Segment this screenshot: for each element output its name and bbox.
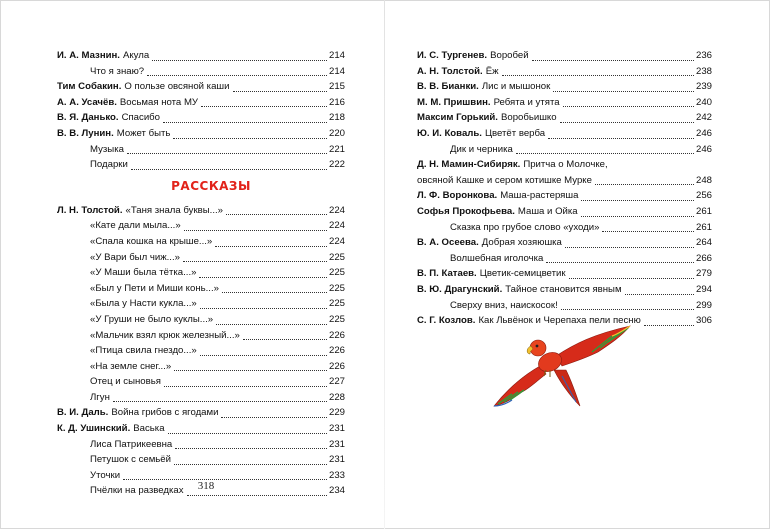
toc-title: «Спала кошка на крыше...» bbox=[90, 235, 213, 247]
toc-entry bbox=[417, 157, 712, 188]
toc-dot-leader bbox=[569, 278, 694, 279]
book-gutter bbox=[384, 0, 385, 529]
toc-dot-leader bbox=[184, 230, 327, 231]
toc-author: В. В. Лунин. bbox=[57, 127, 114, 139]
toc-title: Пчёлки на разведках bbox=[90, 485, 184, 497]
toc-page-number: 227 bbox=[328, 376, 345, 388]
toc-entry bbox=[57, 64, 345, 80]
toc-title: «Был у Пети и Миши конь...» bbox=[90, 282, 219, 294]
toc-title-continued: овсяной Кашке и сером котишке Мурке bbox=[417, 174, 592, 186]
toc-dot-leader bbox=[565, 247, 694, 248]
toc-entry-first-line bbox=[417, 157, 712, 173]
toc-entry bbox=[57, 421, 345, 437]
toc-entry bbox=[417, 95, 712, 111]
toc-entry bbox=[57, 437, 345, 453]
toc-page-number: 242 bbox=[695, 112, 712, 124]
toc-title: Воробей bbox=[490, 50, 529, 61]
toc-author: Л. Ф. Воронкова. bbox=[417, 190, 498, 202]
parrot-left-wing bbox=[494, 366, 546, 406]
toc-left-top-list bbox=[57, 48, 345, 173]
toc-dot-leader bbox=[222, 292, 327, 293]
toc-page-number: 238 bbox=[695, 65, 712, 77]
toc-title: «У Груши не было куклы...» bbox=[90, 313, 214, 325]
toc-page-number: 246 bbox=[695, 127, 712, 139]
toc-page-number: 225 bbox=[328, 313, 345, 325]
toc-entry bbox=[417, 282, 712, 298]
toc-page-number: 226 bbox=[328, 345, 345, 357]
toc-author: К. Д. Ушинский. bbox=[57, 423, 131, 435]
toc-entry bbox=[57, 343, 345, 359]
toc-title: «Была у Насти кукла...» bbox=[90, 298, 197, 310]
toc-dot-leader bbox=[187, 495, 327, 496]
toc-author: И. А. Мазнин. bbox=[57, 50, 120, 61]
toc-dot-leader bbox=[147, 75, 327, 76]
toc-entry bbox=[57, 281, 345, 297]
toc-title: Восьмая нота МУ bbox=[119, 96, 199, 108]
toc-author: Софья Прокофьева. bbox=[417, 205, 515, 217]
toc-author: Тим Собакин. bbox=[57, 81, 122, 93]
toc-page-number: 220 bbox=[328, 127, 345, 139]
toc-dot-leader bbox=[516, 153, 694, 154]
toc-entry bbox=[417, 298, 712, 314]
toc-dot-leader bbox=[595, 184, 694, 185]
toc-page-number: 233 bbox=[328, 469, 345, 481]
toc-title: Волшебная иголочка bbox=[450, 252, 544, 264]
toc-page-number: 214 bbox=[328, 65, 345, 77]
toc-entry bbox=[417, 48, 712, 64]
toc-author: В. Я. Данько. bbox=[57, 112, 119, 124]
toc-entry bbox=[57, 405, 345, 421]
toc-author: И. С. Тургенев. bbox=[417, 50, 488, 61]
toc-title: Дик и черника bbox=[450, 143, 513, 155]
toc-entry bbox=[417, 251, 712, 267]
toc-title: Война грибов с ягодами bbox=[111, 407, 219, 419]
toc-title: Подарки bbox=[90, 159, 128, 171]
toc-dot-leader bbox=[173, 138, 327, 139]
toc-dot-leader bbox=[502, 75, 694, 76]
toc-page-number: 218 bbox=[328, 112, 345, 124]
toc-dot-leader bbox=[560, 122, 694, 123]
toc-title: Музыка bbox=[90, 143, 124, 155]
toc-entry bbox=[417, 235, 712, 251]
parrot-eye bbox=[536, 345, 539, 348]
toc-title: «У Маши была тётка...» bbox=[90, 267, 197, 279]
toc-dot-leader bbox=[221, 417, 327, 418]
toc-author: В. Ю. Драгунский. bbox=[417, 283, 503, 295]
toc-title: Васька bbox=[133, 423, 165, 435]
toc-author: М. М. Пришвин. bbox=[417, 96, 491, 108]
toc-page-number: 261 bbox=[695, 221, 712, 233]
toc-dot-leader bbox=[546, 262, 694, 263]
toc-entry bbox=[57, 452, 345, 468]
toc-page-number: 224 bbox=[328, 220, 345, 232]
toc-author: А. Н. Толстой. bbox=[417, 65, 483, 77]
toc-dot-leader bbox=[581, 216, 694, 217]
toc-entry bbox=[57, 234, 345, 250]
toc-title: Тайное становится явным bbox=[505, 283, 622, 295]
toc-dot-leader bbox=[215, 246, 327, 247]
toc-page-number: 226 bbox=[328, 329, 345, 341]
toc-author: В. В. Бианки. bbox=[417, 81, 479, 93]
toc-dot-leader bbox=[625, 294, 694, 295]
toc-author: В. И. Даль. bbox=[57, 407, 109, 419]
toc-title: Притча о Молочке, bbox=[523, 159, 608, 171]
toc-dot-leader bbox=[199, 277, 327, 278]
toc-page-number: 224 bbox=[328, 235, 345, 247]
toc-page-number: 228 bbox=[328, 391, 345, 403]
toc-page-number: 248 bbox=[695, 174, 712, 186]
toc-entry bbox=[417, 126, 712, 142]
section-heading-stories: РАССКАЗЫ bbox=[171, 178, 251, 193]
toc-dot-leader bbox=[226, 214, 327, 215]
toc-entry-second-line bbox=[417, 173, 712, 189]
toc-entry bbox=[417, 220, 712, 236]
toc-title: О пользе овсяной каши bbox=[124, 81, 230, 93]
toc-page-number: 234 bbox=[328, 485, 345, 497]
toc-title: Воробьишко bbox=[500, 112, 557, 124]
toc-entry bbox=[57, 312, 345, 328]
toc-title: Уточки bbox=[90, 469, 121, 481]
toc-title: Что я знаю? bbox=[90, 65, 145, 77]
toc-entry bbox=[57, 328, 345, 344]
toc-entry bbox=[417, 204, 712, 220]
toc-entry bbox=[57, 95, 345, 111]
toc-entry bbox=[417, 266, 712, 282]
toc-page-number: 222 bbox=[328, 159, 345, 171]
toc-dot-leader bbox=[163, 122, 327, 123]
toc-author: Ю. И. Коваль. bbox=[417, 127, 482, 139]
toc-entry bbox=[57, 296, 345, 312]
toc-right-column bbox=[417, 48, 712, 329]
toc-title: Добрая хозяюшка bbox=[481, 237, 562, 249]
toc-page-number: 299 bbox=[695, 299, 712, 311]
toc-dot-leader bbox=[561, 309, 694, 310]
toc-title: Как Львёнок и Черепаха пели песню bbox=[478, 315, 641, 327]
toc-entry bbox=[417, 64, 712, 80]
toc-title: Цветик-семицветик bbox=[479, 268, 566, 280]
toc-entry bbox=[57, 374, 345, 390]
toc-dot-leader bbox=[200, 355, 327, 356]
toc-author: В. А. Осеева. bbox=[417, 237, 479, 249]
toc-page-number: 261 bbox=[695, 205, 712, 217]
toc-page-number: 214 bbox=[328, 50, 345, 61]
toc-title: Сверху вниз, наискосок! bbox=[450, 299, 558, 311]
toc-dot-leader bbox=[174, 464, 327, 465]
toc-entry bbox=[57, 110, 345, 126]
toc-title: «Мальчик взял крюк железный...» bbox=[90, 329, 240, 341]
toc-entry bbox=[417, 142, 712, 158]
toc-page-number: 240 bbox=[695, 96, 712, 108]
toc-dot-leader bbox=[548, 138, 694, 139]
toc-title: «Птица свила гнездо...» bbox=[90, 345, 197, 357]
toc-entry bbox=[57, 126, 345, 142]
toc-dot-leader bbox=[563, 106, 694, 107]
toc-page-number: 225 bbox=[328, 298, 345, 310]
toc-left-column bbox=[57, 48, 345, 499]
toc-entry bbox=[417, 188, 712, 204]
toc-dot-leader bbox=[581, 200, 694, 201]
toc-entry bbox=[57, 250, 345, 266]
toc-entry bbox=[57, 79, 345, 95]
toc-title: Может быть bbox=[116, 127, 171, 139]
toc-page-number: 216 bbox=[328, 96, 345, 108]
toc-entry bbox=[57, 218, 345, 234]
toc-title: «Кате дали мыла...» bbox=[90, 220, 181, 232]
toc-title: Акула bbox=[122, 50, 150, 61]
toc-title: Лгун bbox=[90, 391, 110, 403]
toc-title: Ребята и утята bbox=[493, 96, 560, 108]
toc-page-number: 215 bbox=[328, 81, 345, 93]
toc-entry bbox=[57, 265, 345, 281]
toc-author: В. П. Катаев. bbox=[417, 268, 477, 280]
toc-page-number: 266 bbox=[695, 252, 712, 264]
toc-page-number: 225 bbox=[328, 251, 345, 263]
toc-page-number: 246 bbox=[695, 143, 712, 155]
toc-page-number: 264 bbox=[695, 237, 712, 249]
toc-dot-leader bbox=[644, 325, 694, 326]
toc-author: А. А. Усачёв. bbox=[57, 96, 117, 108]
parrot-tail bbox=[554, 370, 580, 406]
toc-title: Спасибо bbox=[121, 112, 161, 124]
toc-author: Д. Н. Мамин-Сибиряк. bbox=[417, 159, 521, 171]
page-number: 318 bbox=[197, 480, 215, 492]
toc-page-number: 231 bbox=[328, 454, 345, 466]
toc-title: Лиса Патрикеевна bbox=[90, 438, 173, 450]
toc-page-number: 225 bbox=[328, 282, 345, 294]
toc-dot-leader bbox=[532, 60, 694, 61]
toc-dot-leader bbox=[200, 308, 327, 309]
toc-title: «У Вари был чиж...» bbox=[90, 251, 180, 263]
toc-entry bbox=[57, 142, 345, 158]
toc-dot-leader bbox=[164, 386, 327, 387]
toc-title: Сказка про грубое слово «уходи» bbox=[450, 221, 600, 233]
toc-entry bbox=[57, 390, 345, 406]
toc-dot-leader bbox=[233, 91, 327, 92]
toc-dot-leader bbox=[168, 433, 327, 434]
toc-page-number: 231 bbox=[328, 438, 345, 450]
toc-page-number: 225 bbox=[328, 267, 345, 279]
toc-page-number: 256 bbox=[695, 190, 712, 202]
toc-author: Максим Горький. bbox=[417, 112, 498, 124]
toc-author: Л. Н. Толстой. bbox=[57, 204, 123, 216]
toc-title: Маша и Ойка bbox=[517, 205, 578, 217]
toc-entry bbox=[57, 48, 345, 64]
toc-page-number: 236 bbox=[695, 50, 712, 61]
toc-page-number: 306 bbox=[695, 315, 712, 327]
toc-entry bbox=[417, 110, 712, 126]
toc-page-number: 231 bbox=[328, 423, 345, 435]
toc-right-list bbox=[417, 48, 712, 329]
toc-title: Отец и сыновья bbox=[90, 376, 161, 388]
toc-dot-leader bbox=[175, 448, 327, 449]
toc-dot-leader bbox=[174, 370, 327, 371]
toc-title: Ёж bbox=[485, 65, 499, 77]
toc-page-number: 239 bbox=[695, 81, 712, 93]
toc-title: «Таня знала буквы...» bbox=[125, 204, 223, 216]
toc-dot-leader bbox=[113, 401, 327, 402]
toc-author: С. Г. Козлов. bbox=[417, 315, 476, 327]
toc-page-number: 224 bbox=[328, 204, 345, 216]
toc-dot-leader bbox=[216, 324, 327, 325]
parrot-icon bbox=[490, 320, 636, 412]
toc-page-number: 229 bbox=[328, 407, 345, 419]
toc-entry bbox=[417, 79, 712, 95]
toc-dot-leader bbox=[127, 153, 327, 154]
toc-title: Маша-растеряша bbox=[500, 190, 579, 202]
toc-dot-leader bbox=[123, 479, 327, 480]
toc-page-number: 226 bbox=[328, 360, 345, 372]
toc-dot-leader bbox=[131, 169, 327, 170]
toc-dot-leader bbox=[553, 91, 694, 92]
toc-dot-leader bbox=[152, 60, 327, 61]
toc-left-bottom-list bbox=[57, 203, 345, 499]
toc-entry bbox=[57, 157, 345, 173]
toc-title: Петушок с семьёй bbox=[90, 454, 171, 466]
toc-dot-leader bbox=[201, 106, 327, 107]
toc-page-number: 294 bbox=[695, 283, 712, 295]
toc-title: Цветёт верба bbox=[484, 127, 546, 139]
toc-title: Лис и мышонок bbox=[481, 81, 551, 93]
toc-dot-leader bbox=[243, 339, 327, 340]
toc-entry bbox=[57, 359, 345, 375]
toc-entry bbox=[57, 203, 345, 219]
toc-title: «На земле снег...» bbox=[90, 360, 172, 372]
toc-page-number: 221 bbox=[328, 143, 345, 155]
toc-dot-leader bbox=[183, 261, 327, 262]
toc-dot-leader bbox=[602, 231, 694, 232]
toc-page-number: 279 bbox=[695, 268, 712, 280]
